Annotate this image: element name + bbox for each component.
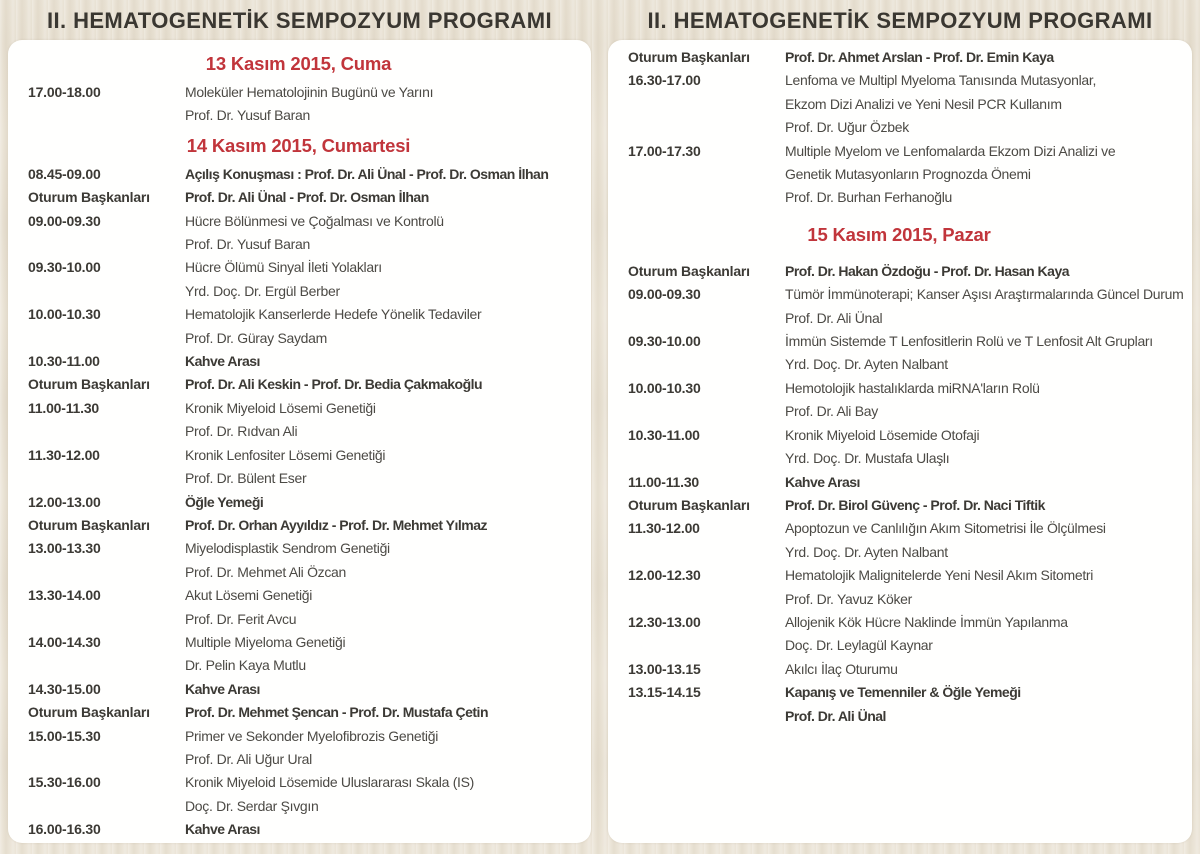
session-text-line: Yrd. Doç. Dr. Ayten Nalbant bbox=[785, 356, 948, 373]
time-label: 16.30-17.00 bbox=[628, 72, 701, 89]
session-text-line: Prof. Dr. Ali Bay bbox=[785, 403, 878, 420]
session-description bbox=[785, 564, 1184, 611]
session-description bbox=[185, 444, 583, 491]
schedule-row bbox=[28, 186, 583, 209]
schedule-row bbox=[28, 81, 583, 128]
schedule-row bbox=[628, 424, 1184, 471]
session-text-line: Hücre Bölünmesi ve Çoğalması ve Kontrolü bbox=[185, 212, 444, 229]
session-text-line: Kronik Lenfositer Lösemi Genetiği bbox=[185, 446, 386, 463]
session-text-line: Prof. Dr. Birol Güvenç - Prof. Dr. Naci Tiftik bbox=[785, 496, 1045, 513]
time-label: 09.00-09.30 bbox=[28, 212, 101, 229]
session-text-line: Doç. Dr. Serdar Şıvgın bbox=[185, 797, 319, 814]
program-card-right bbox=[608, 40, 1192, 843]
session-text-line: Açılış Konuşması : Prof. Dr. Ali Ünal - Prof. Dr. Osman İlhan bbox=[185, 165, 549, 182]
session-description bbox=[185, 303, 583, 350]
session-description bbox=[185, 818, 583, 841]
session-text-line: İmmün Sistemde T Lenfositlerin Rolü ve T Lenfosit Alt Grupları bbox=[785, 333, 1153, 350]
schedule-row bbox=[28, 771, 583, 818]
page-title-right: II. HEMATOGENETİK SEMPOZYUM PROGRAMI bbox=[647, 7, 1153, 33]
session-description bbox=[185, 256, 583, 303]
schedule-row bbox=[628, 69, 1184, 139]
schedule-row bbox=[28, 678, 583, 701]
session-description bbox=[785, 471, 1184, 494]
schedule-row bbox=[628, 46, 1184, 69]
session-description bbox=[185, 514, 583, 537]
session-description bbox=[785, 424, 1184, 471]
session-text-line: Allojenik Kök Hücre Naklinde İmmün Yapılanma bbox=[785, 613, 1068, 630]
time-label: 10.30-11.00 bbox=[28, 353, 100, 370]
session-text-line: Prof. Dr. Bülent Eser bbox=[185, 470, 307, 487]
time-label: 10.00-10.30 bbox=[28, 306, 101, 323]
session-text-line: Prof. Dr. Burhan Ferhanoğlu bbox=[785, 189, 952, 206]
time-label: 13.00-13.30 bbox=[28, 540, 101, 557]
session-text-line: Tümör İmmünoterapi; Kanser Aşısı Araştırmalarında Güncel Durum bbox=[785, 286, 1184, 303]
time-label: 11.30-12.00 bbox=[628, 520, 700, 537]
schedule-row bbox=[28, 537, 583, 584]
schedule-row bbox=[628, 377, 1184, 424]
session-description bbox=[785, 140, 1184, 210]
time-label: 13.30-14.00 bbox=[28, 587, 101, 604]
program-card-left bbox=[8, 40, 591, 843]
session-text-line: Kronik Miyeloid Lösemi Genetiği bbox=[185, 399, 376, 416]
session-description bbox=[785, 330, 1184, 377]
session-text-line: Kahve Arası bbox=[185, 821, 260, 838]
time-label: 14.30-15.00 bbox=[28, 680, 101, 697]
session-description bbox=[185, 186, 583, 209]
schedule-row bbox=[628, 611, 1184, 658]
session-text-line: Prof. Dr. Yusuf Baran bbox=[185, 107, 310, 124]
session-description bbox=[185, 678, 583, 701]
date-heading: 13 Kasım 2015, Cuma bbox=[205, 53, 392, 74]
session-text-line: Prof. Dr. Hakan Özdoğu - Prof. Dr. Hasan Kaya bbox=[785, 262, 1070, 279]
session-text-line: Prof. Dr. Rıdvan Ali bbox=[185, 423, 298, 440]
time-label: Oturum Başkanları bbox=[28, 376, 150, 393]
session-text-line: Genetik Mutasyonların Prognozda Önemi bbox=[785, 166, 1031, 183]
session-text-line: Yrd. Doç. Dr. Mustafa Ulaşlı bbox=[785, 450, 950, 467]
session-text-line: Prof. Dr. Ali Uğur Ural bbox=[185, 750, 312, 767]
time-label: 12.30-13.00 bbox=[628, 613, 701, 630]
session-description bbox=[785, 283, 1184, 330]
session-description bbox=[785, 658, 1184, 681]
session-text-line: Dr. Pelin Kaya Mutlu bbox=[185, 657, 306, 674]
time-label: 15.30-16.00 bbox=[28, 774, 101, 791]
session-text-line: Hemotolojik hastalıklarda miRNA'ların Rolü bbox=[785, 379, 1040, 396]
schedule-row bbox=[28, 701, 583, 724]
schedule-row bbox=[28, 491, 583, 514]
session-text-line: Prof. Dr. Ahmet Arslan - Prof. Dr. Emin Kaya bbox=[785, 49, 1054, 65]
time-label: 11.00-11.30 bbox=[628, 473, 699, 490]
session-description bbox=[185, 373, 583, 396]
session-text-line: Yrd. Doç. Dr. Ergül Berber bbox=[185, 282, 340, 299]
schedule-row bbox=[28, 631, 583, 678]
schedule-row bbox=[28, 584, 583, 631]
session-text-line: Hücre Ölümü Sinyal İleti Yolakları bbox=[185, 259, 382, 276]
time-label: Oturum Başkanları bbox=[28, 516, 150, 533]
schedule-row bbox=[28, 725, 583, 772]
schedule-row bbox=[628, 658, 1184, 681]
session-text-line: Kahve Arası bbox=[185, 680, 260, 697]
time-label: Oturum Başkanları bbox=[28, 189, 150, 206]
schedule-row bbox=[28, 818, 583, 841]
session-text-line: Kronik Miyeloid Lösemide Otofaji bbox=[785, 426, 980, 443]
session-text-line: Prof. Dr. Ali Keskin - Prof. Dr. Bedia Çakmakoğlu bbox=[185, 376, 483, 393]
page-title-left: II. HEMATOGENETİK SEMPOZYUM PROGRAMI bbox=[47, 7, 552, 33]
session-description bbox=[185, 210, 583, 257]
schedule-row bbox=[628, 564, 1184, 611]
session-text-line: Prof. Dr. Orhan Ayyıldız - Prof. Dr. Mehmet Yılmaz bbox=[185, 516, 487, 533]
time-label: 10.00-10.30 bbox=[628, 379, 701, 396]
session-description bbox=[185, 537, 583, 584]
session-description bbox=[785, 46, 1184, 69]
session-text-line: Miyelodisplastik Sendrom Genetiği bbox=[185, 540, 390, 557]
session-text-line: Prof. Dr. Ali Ünal bbox=[785, 707, 886, 724]
time-label: Oturum Başkanları bbox=[628, 49, 750, 65]
schedule-row bbox=[628, 494, 1184, 517]
time-label: 17.00-18.00 bbox=[28, 84, 101, 100]
session-description bbox=[785, 260, 1184, 283]
session-text-line: Prof. Dr. Mehmet Ali Özcan bbox=[185, 563, 347, 580]
session-description bbox=[785, 377, 1184, 424]
time-label: Oturum Başkanları bbox=[628, 262, 750, 279]
session-text-line: Hematolojik Malignitelerde Yeni Nesil Akım Sitometri bbox=[785, 567, 1094, 584]
session-text-line: Prof. Dr. Ali Ünal bbox=[785, 309, 883, 326]
schedule-row bbox=[28, 303, 583, 350]
session-text-line: Lenfoma ve Multipl Myeloma Tanısında Mutasyonlar, bbox=[785, 72, 1097, 89]
session-description bbox=[185, 771, 583, 818]
session-text-line: Prof. Dr. Mehmet Şencan - Prof. Dr. Mustafa Çetin bbox=[185, 704, 489, 721]
session-description bbox=[185, 81, 583, 128]
session-description bbox=[785, 681, 1184, 728]
session-description bbox=[185, 163, 583, 186]
time-label: 15.00-15.30 bbox=[28, 727, 101, 744]
schedule-row bbox=[28, 210, 583, 257]
session-text-line: Akut Lösemi Genetiği bbox=[185, 587, 313, 604]
schedule-row bbox=[628, 260, 1184, 283]
time-label: 13.00-13.15 bbox=[628, 660, 701, 677]
session-description bbox=[785, 494, 1184, 517]
time-label: 08.45-09.00 bbox=[28, 165, 101, 182]
session-text-line: Hematolojik Kanserlerde Hedefe Yönelik Tedaviler bbox=[185, 306, 482, 323]
time-label: 13.15-14.15 bbox=[628, 684, 701, 701]
time-label: Oturum Başkanları bbox=[628, 496, 750, 513]
session-description bbox=[185, 631, 583, 678]
time-label: 11.30-12.00 bbox=[28, 446, 100, 463]
session-text-line: Kronik Miyeloid Lösemide Uluslararası Skala (IS) bbox=[185, 774, 475, 791]
schedule-row bbox=[628, 517, 1184, 564]
schedule-row bbox=[28, 397, 583, 444]
session-description bbox=[185, 725, 583, 772]
session-description bbox=[185, 397, 583, 444]
schedule-row bbox=[28, 514, 583, 537]
session-text-line: Yrd. Doç. Dr. Ayten Nalbant bbox=[785, 543, 948, 560]
session-text-line: Ekzom Dizi Analizi ve Yeni Nesil PCR Kullanım bbox=[785, 95, 1062, 112]
session-text-line: Kahve Arası bbox=[185, 353, 260, 370]
date-heading: 15 Kasım 2015, Pazar bbox=[807, 223, 991, 245]
time-label: 17.00-17.30 bbox=[628, 142, 701, 159]
session-text-line: Öğle Yemeği bbox=[185, 493, 264, 510]
session-text-line: Primer ve Sekonder Myelofibrozis Genetiği bbox=[185, 727, 439, 744]
session-description bbox=[785, 611, 1184, 658]
schedule-row bbox=[28, 444, 583, 491]
time-label: 16.00-16.30 bbox=[28, 821, 101, 838]
session-text-line: Doç. Dr. Leylagül Kaynar bbox=[785, 637, 933, 654]
session-text-line: Apoptozun ve Canlılığın Akım Sitometrisi İle Ölçülmesi bbox=[785, 520, 1106, 537]
session-description bbox=[785, 517, 1184, 564]
session-description bbox=[185, 584, 583, 631]
schedule-row bbox=[628, 681, 1184, 728]
schedule-row bbox=[628, 330, 1184, 377]
session-text-line: Prof. Dr. Yusuf Baran bbox=[185, 236, 310, 253]
session-description bbox=[185, 701, 583, 724]
date-heading: 14 Kasım 2015, Cumartesi bbox=[186, 134, 411, 156]
time-label: 09.30-10.00 bbox=[28, 259, 101, 276]
schedule-row bbox=[28, 256, 583, 303]
session-text-line: Multiple Myelom ve Lenfomalarda Ekzom Dizi Analizi ve bbox=[785, 142, 1116, 159]
time-label: 09.00-09.30 bbox=[628, 286, 701, 303]
session-description bbox=[785, 69, 1184, 139]
schedule-row bbox=[628, 283, 1184, 330]
session-text-line: Prof. Dr. Ali Ünal - Prof. Dr. Osman İlhan bbox=[185, 189, 429, 206]
session-text-line: Kapanış ve Temenniler & Öğle Yemeği bbox=[785, 684, 1021, 701]
time-label: 11.00-11.30 bbox=[28, 399, 99, 416]
schedule-row bbox=[628, 140, 1184, 210]
time-label: 09.30-10.00 bbox=[628, 333, 701, 350]
time-label: Oturum Başkanları bbox=[28, 704, 150, 721]
session-text-line: Prof. Dr. Ferit Avcu bbox=[185, 610, 297, 627]
time-label: 12.00-12.30 bbox=[628, 567, 701, 584]
session-description bbox=[185, 491, 583, 514]
session-text-line: Moleküler Hematolojinin Bugünü ve Yarını bbox=[185, 84, 434, 100]
session-text-line: Prof. Dr. Güray Saydam bbox=[185, 329, 328, 346]
schedule-row bbox=[628, 471, 1184, 494]
time-label: 14.00-14.30 bbox=[28, 633, 101, 650]
time-label: 12.00-13.00 bbox=[28, 493, 101, 510]
schedule-row bbox=[28, 163, 583, 186]
session-text-line: Kahve Arası bbox=[785, 473, 860, 490]
session-description bbox=[185, 350, 583, 373]
session-text-line: Akılcı İlaç Oturumu bbox=[785, 660, 898, 677]
schedule-row bbox=[28, 350, 583, 373]
session-text-line: Prof. Dr. Uğur Özbek bbox=[785, 119, 909, 136]
session-text-line: Prof. Dr. Yavuz Köker bbox=[785, 590, 913, 607]
schedule-row bbox=[28, 373, 583, 396]
time-label: 10.30-11.00 bbox=[628, 426, 700, 443]
session-text-line: Multiple Miyeloma Genetiği bbox=[185, 633, 346, 650]
